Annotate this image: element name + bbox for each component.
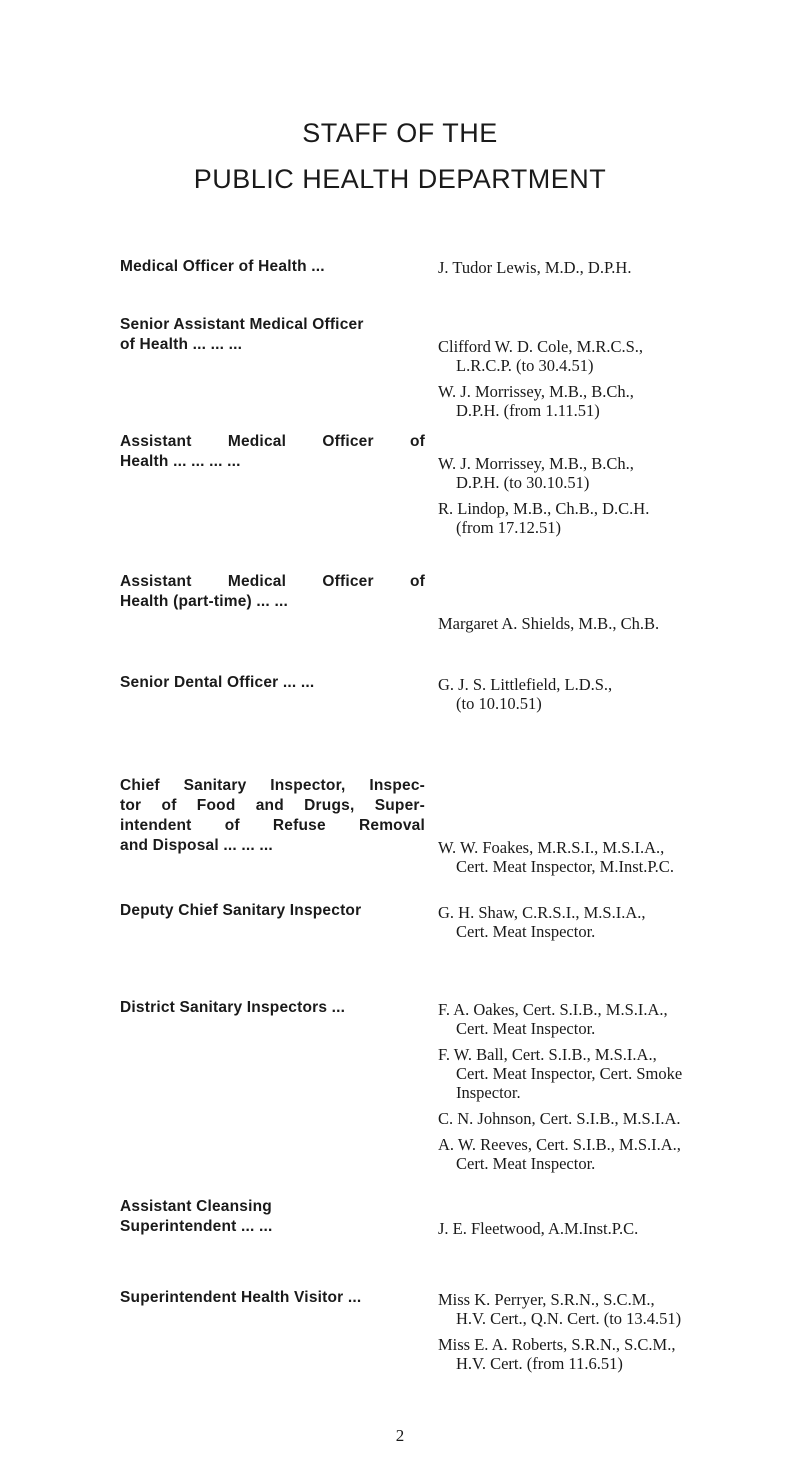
staff-names [438, 1000, 783, 1180]
staff-member-qualifications: Cert. Meat Inspector. [456, 1154, 596, 1173]
staff-member-name: R. Lindop, M.B., Ch.B., D.C.H. [438, 499, 650, 518]
staff-member [438, 454, 783, 492]
staff-names [438, 258, 783, 284]
staff-member-qualifications: D.P.H. (from 1.11.51) [456, 401, 600, 420]
role-title [120, 776, 425, 856]
role-title [120, 432, 425, 472]
staff-member-qualifications: (from 17.12.51) [456, 518, 561, 537]
role-title [120, 572, 425, 612]
role-title-line: Superintendent Health Visitor ... [120, 1289, 362, 1306]
staff-names [438, 838, 783, 883]
role-title [120, 673, 425, 693]
staff-member-qualifications: Cert. Meat Inspector. [456, 922, 596, 941]
staff-member-qualifications: H.V. Cert., Q.N. Cert. (to 13.4.51) [456, 1309, 682, 1328]
role-title [120, 315, 425, 355]
role-title-line: Superintendent ... ... [120, 1218, 273, 1235]
role-title-line: Senior Dental Officer ... ... [120, 674, 315, 691]
staff-member-name: A. W. Reeves, Cert. S.I.B., M.S.I.A., [438, 1135, 681, 1154]
role-title-line: and Disposal ... ... ... [120, 837, 273, 854]
staff-member-name: J. Tudor Lewis, M.D., D.P.H. [438, 258, 632, 277]
staff-member [438, 903, 783, 941]
staff-member-name: G. H. Shaw, C.R.S.I., M.S.I.A., [438, 903, 646, 922]
staff-member [438, 1290, 783, 1328]
role-title-line: of Health ... ... ... [120, 336, 243, 353]
staff-names [438, 1219, 783, 1245]
staff-member-name: Clifford W. D. Cole, M.R.C.S., [438, 337, 644, 356]
role-title-line: District Sanitary Inspectors ... [120, 999, 346, 1016]
staff-member-name: G. J. S. Littlefield, L.D.S., [438, 675, 613, 694]
role-title-line: Health (part-time) ... ... [120, 593, 288, 610]
staff-member [438, 1219, 783, 1238]
staff-member-name: W. J. Morrissey, M.B., B.Ch., [438, 454, 634, 473]
staff-member [438, 675, 783, 713]
staff-names [438, 903, 783, 948]
page-number: 2 [395, 1426, 405, 1445]
staff-member [438, 1109, 783, 1128]
role-title-line: Medical Officer of Health ... [120, 258, 325, 275]
role-title-line: Health ... ... ... ... [120, 453, 241, 470]
staff-member-name: Miss K. Perryer, S.R.N., S.C.M., [438, 1290, 655, 1309]
staff-member [438, 1000, 783, 1038]
role-title-line: intendent of Refuse Removal [120, 817, 425, 834]
role-title-line: Assistant Medical Officer of [120, 573, 425, 590]
staff-member-qualifications: D.P.H. (to 30.10.51) [456, 473, 590, 492]
staff-member [438, 1135, 783, 1173]
role-title [120, 1197, 425, 1237]
role-title [120, 998, 425, 1018]
staff-member-qualifications: L.R.C.P. (to 30.4.51) [456, 356, 594, 375]
page-title-line-2: PUBLIC HEALTH DEPARTMENT [193, 164, 607, 194]
role-title [120, 1288, 425, 1308]
staff-member-name: C. N. Johnson, Cert. S.I.B., M.S.I.A. [438, 1109, 681, 1128]
role-title [120, 901, 425, 921]
staff-member-name: J. E. Fleetwood, A.M.Inst.P.C. [438, 1219, 639, 1238]
staff-member [438, 258, 783, 277]
staff-member [438, 1335, 783, 1373]
role-title-line: Deputy Chief Sanitary Inspector [120, 902, 362, 919]
page-title-line-1: STAFF OF THE [302, 118, 498, 148]
role-title-line: Senior Assistant Medical Officer [120, 316, 364, 333]
staff-member-qualifications: (to 10.10.51) [456, 694, 542, 713]
role-title-line: tor of Food and Drugs, Super- [120, 797, 425, 814]
staff-names [438, 454, 783, 544]
staff-member-name: W. W. Foakes, M.R.S.I., M.S.I.A., [438, 838, 665, 857]
role-title [120, 257, 425, 277]
role-title-line: Chief Sanitary Inspector, Inspec- [120, 777, 425, 794]
staff-member-qualifications: Cert. Meat Inspector. [456, 1019, 596, 1038]
staff-member [438, 337, 783, 375]
staff-member-qualifications: Inspector. [456, 1083, 521, 1102]
staff-member-qualifications: Cert. Meat Inspector, Cert. Smoke [456, 1064, 683, 1083]
staff-member [438, 382, 783, 420]
staff-member-name: F. W. Ball, Cert. S.I.B., M.S.I.A., [438, 1045, 657, 1064]
staff-names [438, 614, 783, 640]
staff-member [438, 499, 783, 537]
staff-member-name: Margaret A. Shields, M.B., Ch.B. [438, 614, 660, 633]
staff-member-qualifications: H.V. Cert. (from 11.6.51) [456, 1354, 623, 1373]
role-title-line: Assistant Cleansing [120, 1198, 272, 1215]
staff-names [438, 1290, 783, 1380]
staff-names [438, 337, 783, 427]
staff-names [438, 675, 783, 720]
staff-member [438, 838, 783, 876]
staff-member [438, 1045, 783, 1102]
role-title-line: Assistant Medical Officer of [120, 433, 425, 450]
staff-member-name: F. A. Oakes, Cert. S.I.B., M.S.I.A., [438, 1000, 668, 1019]
staff-member [438, 614, 783, 633]
staff-member-qualifications: Cert. Meat Inspector, M.Inst.P.C. [456, 857, 674, 876]
staff-member-name: W. J. Morrissey, M.B., B.Ch., [438, 382, 634, 401]
staff-member-name: Miss E. A. Roberts, S.R.N., S.C.M., [438, 1335, 676, 1354]
